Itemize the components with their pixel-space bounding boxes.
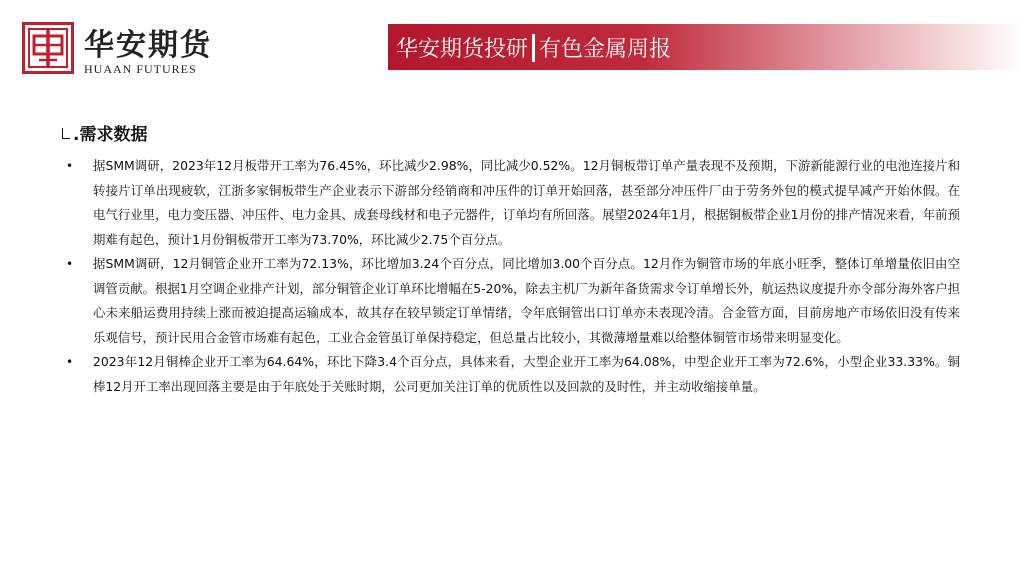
bullet-text: 2023年12月铜棒企业开工率为64.64%，环比下降3.4个百分点，具体来看，大型企业开工率为64.08%，中型企业开工率为72.6%，小型企业33.33%。铜棒12月开工率出现回落主要是由于年底处于关账时期，公司更加关注订单的优质性以及回款的及时性，并主动收缩接单量。 xyxy=(93,354,960,394)
banner-separator xyxy=(532,34,535,62)
corner-bracket-icon xyxy=(62,128,70,139)
bullet-item-strip xyxy=(60,154,960,252)
logo-english-name: HUAAN FUTURES xyxy=(84,62,197,76)
bullet-text: 据SMM调研，2023年12月板带开工率为76.45%，环比减少2.98%，同比减少0.52%。12月铜板带订单产量表现不及预期，下游新能源行业的电池连接片和转接片订单出现疲软，江浙多家铜板带生产企业表示下游部分经销商和冲压件的订单开始回落，甚至部分冲压件厂由于劳务外包的模式提早减产开始休假。在电气行业里，电力变压器、冲压件、电力金具、成套母线材和电子元器件，订单均有所回落。展望2024年1月，根据铜板带企业1月份的排产情况来看，年前预期难有起色，预计1月份铜板带开工率为73.70%，环比减少2.75个百分点。 xyxy=(93,158,960,247)
section-title-text: .需求数据 xyxy=(73,125,148,145)
bullet-dot-icon: • xyxy=(66,159,74,173)
section-heading xyxy=(62,120,147,145)
bullet-dot-icon: • xyxy=(66,257,74,271)
company-logo xyxy=(22,22,222,76)
banner-left-text: 华安期货投研 xyxy=(396,37,529,62)
bullet-dot-icon: • xyxy=(66,355,74,369)
header-banner xyxy=(388,24,1024,70)
bullet-item-rod xyxy=(60,350,960,399)
logo-seal-icon xyxy=(22,22,74,74)
bullet-item-tube xyxy=(60,252,960,350)
logo-chinese-name: 华安期货 xyxy=(84,28,212,63)
banner-right-text: 有色金属周报 xyxy=(539,37,672,62)
bullet-list xyxy=(60,154,960,399)
bullet-text: 据SMM调研，12月铜管企业开工率为72.13%，环比增加3.24个百分点，同比增加3.00个百分点。12月作为铜管市场的年底小旺季，整体订单增量依旧由空调管贡献。根据1月空调企业排产计划，部分铜管企业订单环比增幅在5-20%，除去主机厂为新年备货需求令订单增长外，航运热议度提升亦令部分海外客户担心未来船运费用持续上涨而被迫提高运输成本，故其存在较早锁定订单情绪，令年底铜管出口订单亦未表现冷清。合金管方面，目前房地产市场依旧没有传来乐观信号，预计民用合金管市场难有起色，工业合金管虽订单保持稳定，但总量占比较小，其微薄增量难以给整体铜管市场带来明显变化。 xyxy=(93,256,960,345)
banner-title xyxy=(396,32,671,63)
